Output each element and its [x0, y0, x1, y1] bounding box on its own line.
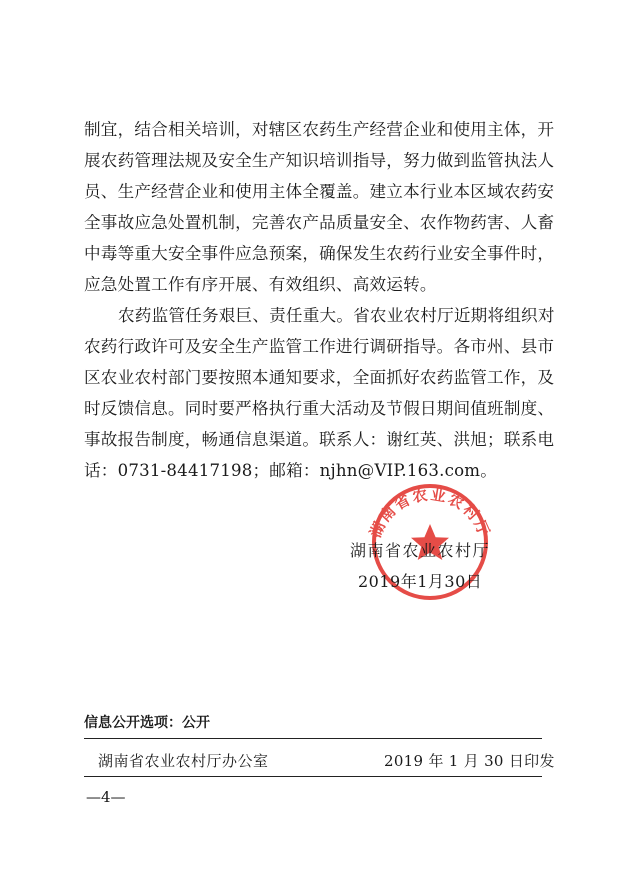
body-line: 农药监管任务艰巨、责任重大。省农业农村厅近期将组织对: [118, 306, 555, 325]
body-line: 中毒等重大安全事件应急预案，确保发生农药行业安全事件时，: [84, 244, 555, 263]
body-line: 区农业农村部门要按照本通知要求，全面抓好农药监管工作，及: [84, 368, 555, 387]
body-line: 话：0731-84417198；邮箱：njhn@VIP.163.com。: [84, 461, 498, 480]
body-line: 制宜，结合相关培训，对辖区农药生产经营企业和使用主体，开: [84, 120, 555, 139]
footer-top-rule: [84, 738, 542, 739]
seal-text: 湖南省农业农村厅: [366, 485, 494, 541]
body-line: 展农药管理法规及安全生产知识培训指导，努力做到监管执法人: [84, 151, 555, 170]
body-line: 员、生产经营企业和使用主体全覆盖。建立本行业本区域农药安: [84, 182, 555, 201]
body-line: 应急处置工作有序开展、有效组织、高效运转。: [84, 275, 437, 294]
page-number: —4—: [86, 788, 126, 806]
disclosure-option: 信息公开选项：公开: [84, 715, 210, 731]
body-line: 农药行政许可及安全生产监管工作进行调研指导。各市州、县市: [84, 337, 555, 356]
body-line: 时反馈信息。同时要严格执行重大活动及节假日期间值班制度、: [84, 399, 555, 418]
issue-date: 2019 年 1 月 30 日印发: [384, 752, 555, 770]
signature-organization: 湖南省农业农村厅: [350, 541, 491, 560]
footer-bottom-rule: [84, 776, 542, 777]
issuing-office: 湖南省农业农村厅办公室: [98, 752, 269, 770]
body-line: 全事故应急处置机制，完善农产品质量安全、农作物药害、人畜: [84, 213, 555, 232]
signature-date: 2019年1月30日: [358, 572, 483, 591]
body-line: 事故报告制度，畅通信息渠道。联系人：谢红英、洪旭；联系电: [84, 430, 555, 449]
